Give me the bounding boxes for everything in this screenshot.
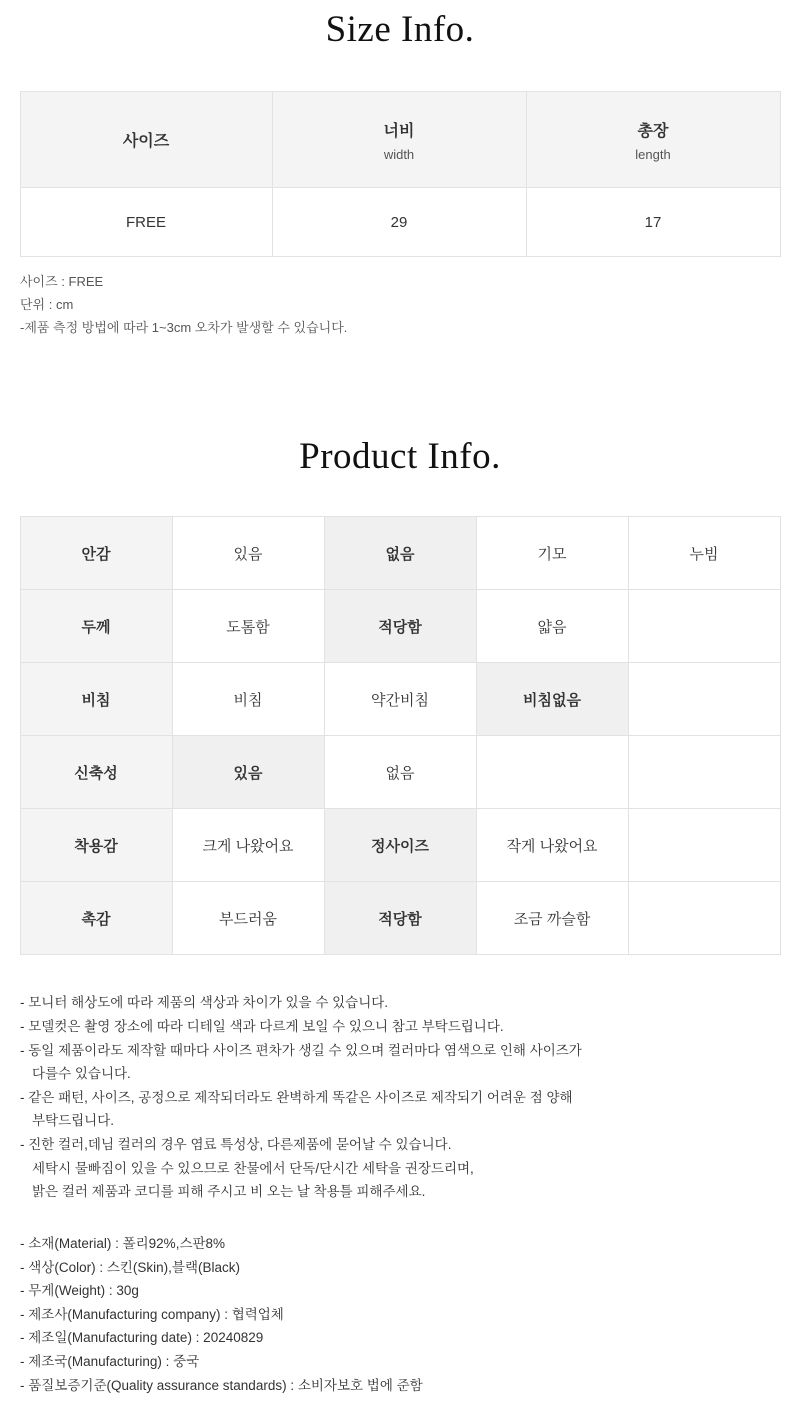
size-header-ko: 총장 — [637, 122, 669, 140]
product-option-cell: 작게 나왔어요 — [476, 809, 628, 882]
product-option-cell-empty — [628, 590, 780, 663]
product-info-title: Product Info. — [299, 436, 501, 478]
size-table-row — [20, 188, 780, 257]
spec-line: - 품질보증기준(Quality assurance standards) : 소비자보호 법에 준함 — [20, 1377, 423, 1393]
size-info-header — [0, 0, 800, 51]
notice-line: - 동일 제품이라도 제작할 때마다 사이즈 편차가 생길 수 있으며 컬러마다 염색으로 인해 사이즈가 — [20, 1042, 582, 1058]
size-info-title: Size Info. — [325, 9, 475, 50]
product-row-label: 비침 — [20, 663, 172, 736]
table-row — [20, 736, 780, 809]
table-row — [20, 809, 780, 882]
product-info-table — [20, 516, 781, 955]
size-header-en: width — [383, 146, 415, 162]
product-option-cell-selected: 적당함 — [324, 882, 476, 955]
product-row-label: 안감 — [20, 517, 172, 590]
product-option-cell: 얇음 — [476, 590, 628, 663]
product-info-header — [0, 435, 800, 478]
product-option-cell: 기모 — [476, 517, 628, 590]
notice-line: - 모니터 해상도에 따라 제품의 색상과 차이가 있을 수 있습니다. — [20, 995, 389, 1011]
product-option-cell-empty — [628, 882, 780, 955]
product-option-cell: 도톰함 — [172, 590, 324, 663]
spec-line: - 무게(Weight) : 30g — [20, 1283, 139, 1299]
product-option-cell: 비침 — [172, 663, 324, 736]
spec-line: - 제조국(Manufacturing) : 중국 — [20, 1354, 200, 1369]
size-header-ko: 사이즈 — [122, 133, 170, 150]
product-option-cell-empty — [476, 736, 628, 809]
product-option-cell: 부드러움 — [172, 882, 324, 955]
size-note-line: -제품 측정 방법에 따라 1~3cm 오차가 발생할 수 있습니다. — [20, 319, 348, 335]
notice-line: 밝은 컬러 제품과 코디를 피해 주시고 비 오는 날 착용틀 피해주세요. — [32, 1184, 426, 1200]
product-option-cell: 조금 까슬함 — [476, 882, 628, 955]
size-table-header-cell — [526, 92, 780, 188]
section-spacer — [0, 339, 800, 435]
product-option-cell: 있음 — [172, 517, 324, 590]
table-row — [20, 882, 780, 955]
product-option-cell: 누빔 — [628, 517, 780, 590]
size-table-cell-width: 29 — [272, 188, 526, 257]
table-row — [20, 517, 780, 590]
size-note-line: 사이즈 : FREE — [20, 274, 104, 289]
product-option-cell: 약간비침 — [324, 663, 476, 736]
size-table — [20, 91, 781, 257]
notice-line: - 같은 패턴, 사이즈, 공정으로 제작되더라도 완벽하게 똑같은 사이즈로 제작되기 어려운 점 양해 — [20, 1089, 573, 1105]
product-row-label: 두께 — [20, 590, 172, 663]
product-option-cell-selected: 정사이즈 — [324, 809, 476, 882]
product-option-cell-empty — [628, 736, 780, 809]
product-option-cell: 없음 — [324, 736, 476, 809]
product-row-label: 신축성 — [20, 736, 172, 809]
notice-block — [20, 991, 780, 1204]
size-table-cell-size: FREE — [20, 188, 272, 257]
notice-line: 부탁드립니다. — [32, 1113, 114, 1129]
spec-line: - 색상(Color) : 스킨(Skin),블랙(Black) — [20, 1259, 241, 1275]
product-option-cell-selected: 적당함 — [324, 590, 476, 663]
size-header-en: length — [635, 146, 671, 162]
product-row-label: 착용감 — [20, 809, 172, 882]
size-note-line: 단위 : cm — [20, 296, 74, 312]
product-option-cell-selected: 없음 — [324, 517, 476, 590]
notice-line: 세탁시 물빠짐이 있을 수 있으므로 찬물에서 단독/단시간 세탁을 권장드리며, — [32, 1160, 474, 1176]
product-option-cell-selected: 있음 — [172, 736, 324, 809]
notice-line: - 진한 컬러,데님 컬러의 경우 염료 특성상, 다른제품에 묻어날 수 있습니다. — [20, 1137, 452, 1152]
size-table-cell-length: 17 — [526, 188, 780, 257]
size-table-header-row — [20, 92, 780, 188]
spec-line: - 소재(Material) : 폴리92%,스판8% — [20, 1235, 226, 1251]
product-option-cell-empty — [628, 663, 780, 736]
spec-line: - 제조사(Manufacturing company) : 협력업체 — [20, 1306, 284, 1322]
notice-line: 다를수 있습니다. — [32, 1066, 131, 1082]
notice-line: - 모델컷은 촬영 장소에 따라 디테일 색과 다르게 보일 수 있으니 참고 부탁드립니다. — [20, 1018, 504, 1034]
spec-block — [20, 1232, 780, 1421]
product-option-cell: 크게 나왔어요 — [172, 809, 324, 882]
product-row-label: 촉감 — [20, 882, 172, 955]
size-table-header-cell — [272, 92, 526, 188]
size-notes — [20, 271, 780, 339]
product-option-cell-selected: 비침없음 — [476, 663, 628, 736]
spec-line: - 제조일(Manufacturing date) : 20240829 — [20, 1330, 264, 1346]
size-header-ko: 너비 — [383, 122, 415, 140]
table-row — [20, 663, 780, 736]
size-table-header-cell — [20, 92, 272, 188]
table-row — [20, 590, 780, 663]
product-option-cell-empty — [628, 809, 780, 882]
